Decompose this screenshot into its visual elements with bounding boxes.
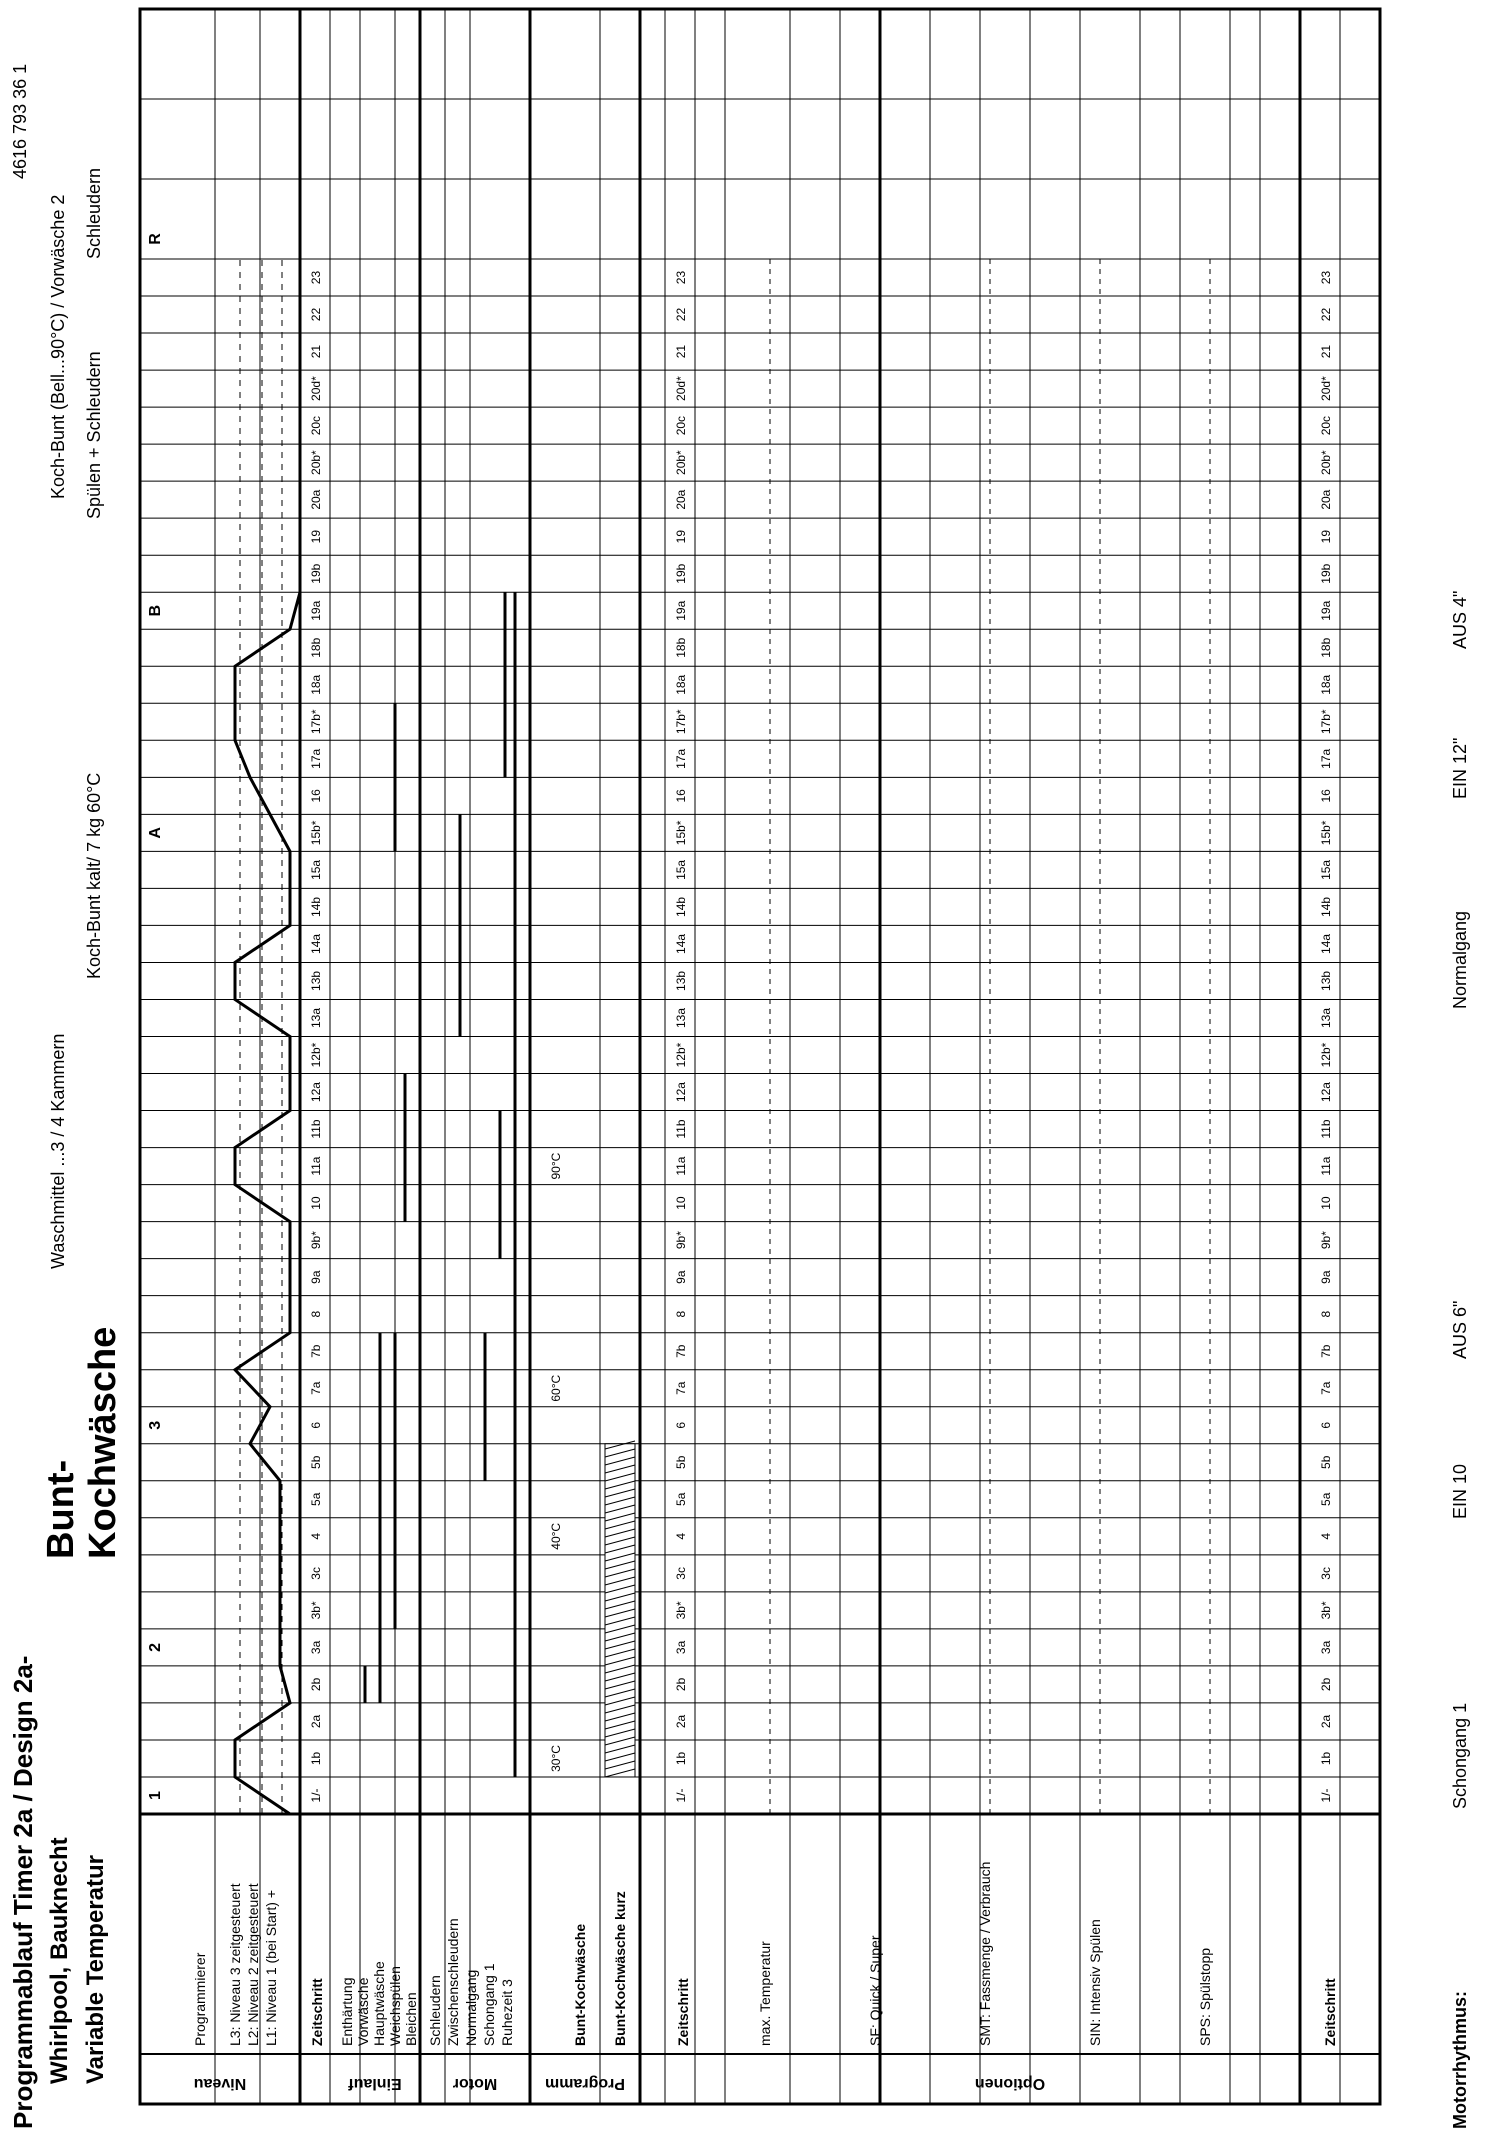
step-label-18: 11a	[674, 1156, 688, 1176]
step-label-33: 19a	[309, 600, 323, 621]
step-label-13: 7b	[309, 1344, 323, 1358]
row-label-bunt-kurz: Bunt-Kochwäsche kurz	[612, 1891, 628, 2046]
step-label-16: 9b*	[309, 1231, 323, 1250]
step-label-23: 13b	[309, 970, 323, 991]
brand-line: Whirlpool, Bauknecht	[46, 1837, 73, 2084]
step-label-26: 15a	[309, 859, 323, 880]
row-label-option-1: max. Temperatur	[757, 1941, 773, 2046]
step-label-8: 4	[1319, 1532, 1333, 1540]
step-label-18: 11a	[309, 1156, 323, 1176]
step-label-36: 20a	[1319, 489, 1333, 510]
step-label-22: 13a	[1319, 1007, 1333, 1029]
step-label-41: 22	[674, 307, 688, 322]
step-label-27: 15b*	[674, 820, 688, 846]
step-label-6: 3b*	[674, 1601, 688, 1620]
temp-cell-1: 30°C	[549, 1745, 563, 1772]
step-label-31: 18a	[674, 674, 688, 695]
step-label-34: 19b	[674, 563, 688, 584]
step-label-4: 2b	[309, 1677, 323, 1692]
footer-item-3: AUS 6"	[1450, 1300, 1470, 1359]
step-label-40: 21	[309, 344, 323, 359]
footer-item-2: EIN 10	[1450, 1463, 1470, 1519]
step-label-41: 22	[1319, 307, 1333, 322]
step-label-10: 5b	[309, 1455, 323, 1469]
footer-label: Motorrhythmus:	[1450, 1991, 1470, 2129]
row-label-zeitschritt: Zeitschritt	[309, 1978, 325, 2046]
step-label-22: 13a	[674, 1007, 688, 1029]
step-label-39: 20d*	[1319, 376, 1333, 401]
step-label-14: 8	[1319, 1310, 1333, 1318]
step-label-16: 9b*	[674, 1231, 688, 1250]
step-label-15: 9a	[1319, 1270, 1333, 1284]
footer-item-1: Schongang 1	[1450, 1702, 1470, 1809]
step-label-8: 4	[309, 1532, 323, 1540]
step-label-38: 20c	[309, 415, 323, 436]
step-label-5: 3a	[674, 1640, 688, 1655]
programmer-mark-3: 3	[147, 1420, 164, 1430]
step-label-32: 18b	[674, 637, 688, 658]
group-label-niveau: Niveau	[193, 2075, 247, 2092]
step-label-25: 14b	[1319, 896, 1333, 917]
step-label-26: 15a	[674, 859, 688, 880]
programmer-mark-1: 1	[147, 1791, 164, 1800]
legend-b: Koch-Bunt kalt/ 7 kg 60°C	[84, 772, 104, 979]
row-label-motor-5: Ruhezeit 3	[499, 1979, 515, 2046]
step-label-2: 1b	[309, 1751, 323, 1766]
group-label-motor: Motor	[452, 2075, 498, 2092]
step-label-42: 23	[309, 270, 323, 285]
step-label-37: 20b*	[674, 450, 688, 475]
step-label-20: 12a	[1319, 1082, 1333, 1103]
row-label-motor-3: Normalgang	[463, 1969, 479, 2046]
step-label-40: 21	[1319, 344, 1333, 359]
group-label-programm: Programm	[544, 2075, 626, 2092]
row-label-einlauf-4: Weichspülen	[387, 1966, 403, 2046]
step-label-33: 19a	[1319, 600, 1333, 621]
step-label-14: 8	[674, 1310, 688, 1318]
temp-cell-3: 60°C	[549, 1374, 563, 1402]
step-label-17: 10	[309, 1196, 323, 1210]
footer-item-5: EIN 12"	[1450, 737, 1470, 799]
row-label-option-2: SF: Quick / Super	[867, 1935, 883, 2046]
step-label-37: 20b*	[309, 450, 323, 475]
step-label-10: 5b	[674, 1455, 688, 1469]
step-label-23: 13b	[674, 970, 688, 991]
row-label-niveau-3: L1: Niveau 1 (bei Start) +	[263, 1889, 279, 2046]
step-label-12: 7a	[674, 1381, 688, 1395]
step-label-27: 15b*	[1319, 820, 1333, 846]
row-label-motor-2: Zwischenschleudern	[445, 1918, 461, 2046]
programmer-mark-2: 2	[147, 1642, 164, 1652]
step-label-11: 6	[1319, 1421, 1333, 1429]
sheet-title: Programmablauf Timer 2a / Design 2a-	[8, 1655, 38, 2129]
step-label-21: 12b*	[674, 1042, 688, 1068]
program-name-2: Kochwäsche	[82, 1326, 124, 1559]
temp-cell-4: 90°C	[549, 1152, 563, 1180]
row-label-option-5: SPS: Spülstopp	[1197, 1947, 1213, 2046]
step-label-36: 20a	[309, 489, 323, 510]
step-label-35: 19	[674, 529, 688, 544]
step-label-25: 14b	[674, 896, 688, 917]
step-label-18: 11a	[1319, 1156, 1333, 1176]
step-label-31: 18a	[1319, 674, 1333, 695]
group-label-optionen: Optionen	[974, 2075, 1046, 2092]
row-label-zeitschritt-3: Zeitschritt	[1322, 1978, 1338, 2046]
row-label-option-3: SMT: Fassmenge / Verbrauch	[977, 1861, 993, 2046]
step-label-13: 7b	[1319, 1344, 1333, 1358]
step-label-9: 5a	[1319, 1492, 1333, 1506]
step-label-17: 10	[1319, 1196, 1333, 1210]
step-label-6: 3b*	[309, 1601, 323, 1620]
step-label-24: 14a	[1319, 933, 1333, 954]
step-label-3: 2a	[309, 1714, 323, 1729]
step-label-39: 20d*	[309, 376, 323, 401]
variant-line: Variable Temperatur	[82, 1855, 109, 2084]
programmer-mark-b: B	[147, 604, 164, 617]
step-label-40: 21	[674, 344, 688, 359]
step-label-32: 18b	[309, 637, 323, 658]
waschmittel-note: Waschmittel ...3 / 4 Kammern	[48, 1033, 68, 1269]
step-label-24: 14a	[674, 933, 688, 954]
footer-item-4: Normalgang	[1450, 910, 1470, 1009]
program-name-1: Bunt-	[40, 1459, 82, 1559]
step-label-8: 4	[674, 1532, 688, 1540]
step-label-16: 9b*	[1319, 1231, 1333, 1250]
step-label-19: 11b	[1319, 1119, 1333, 1139]
step-label-11: 6	[674, 1421, 688, 1429]
step-label-36: 20a	[674, 489, 688, 510]
step-label-22: 13a	[309, 1007, 323, 1029]
step-label-2: 1b	[674, 1751, 688, 1766]
step-label-15: 9a	[674, 1270, 688, 1284]
temp-cell-2: 40°C	[549, 1522, 563, 1550]
step-label-20: 12a	[674, 1082, 688, 1103]
step-label-5: 3a	[1319, 1640, 1333, 1655]
row-label-motor-4: Schongang 1	[481, 1963, 497, 2046]
step-label-4: 2b	[1319, 1677, 1333, 1692]
step-label-9: 5a	[674, 1492, 688, 1506]
step-label-21: 12b*	[309, 1042, 323, 1068]
step-label-28: 16	[674, 789, 688, 803]
row-label-einlauf-3: Hauptwäsche	[371, 1961, 387, 2046]
row-label-bunt: Bunt-Kochwäsche	[572, 1923, 588, 2046]
step-label-7: 3c	[1319, 1567, 1333, 1580]
legend-d: Spülen + Schleudern	[84, 351, 104, 519]
row-label-einlauf-5: Bleichen	[403, 1992, 419, 2046]
row-label-motor-1: Schleudern	[427, 1975, 443, 2046]
step-label-42: 23	[674, 270, 688, 285]
step-label-19: 11b	[309, 1119, 323, 1139]
step-label-13: 7b	[674, 1344, 688, 1358]
row-label-niveau-1: L3: Niveau 3 zeitgesteuert	[227, 1883, 243, 2046]
step-label-15: 9a	[309, 1270, 323, 1284]
footer-item-6: AUS 4"	[1450, 590, 1470, 649]
step-label-38: 20c	[1319, 415, 1333, 436]
step-label-3: 2a	[1319, 1714, 1333, 1729]
step-label-34: 19b	[309, 563, 323, 584]
step-label-39: 20d*	[674, 376, 688, 401]
row-label-option-4: SIN: Intensiv Spülen	[1087, 1919, 1103, 2046]
step-label-6: 3b*	[1319, 1601, 1333, 1620]
step-label-1: 1/-	[309, 1788, 323, 1803]
niveau-line	[235, 592, 300, 1814]
step-label-24: 14a	[309, 933, 323, 954]
step-label-19: 11b	[674, 1119, 688, 1139]
step-label-26: 15a	[1319, 859, 1333, 880]
doc-code: 4616 793 36 1	[10, 63, 30, 179]
step-label-23: 13b	[1319, 970, 1333, 991]
step-label-1: 1/-	[1319, 1788, 1333, 1803]
step-label-25: 14b	[309, 896, 323, 917]
row-label-zeitschritt-2: Zeitschritt	[675, 1978, 691, 2046]
step-label-12: 7a	[1319, 1381, 1333, 1395]
step-label-30: 17b*	[309, 709, 323, 735]
step-label-11: 6	[309, 1421, 323, 1429]
group-label-einlauf: Einlauf	[348, 2075, 402, 2092]
step-label-28: 16	[1319, 789, 1333, 803]
row-label-niveau-2: L2: Niveau 2 zeitgesteuert	[245, 1883, 261, 2046]
step-label-27: 15b*	[309, 820, 323, 846]
row-label-einlauf-2: Vorwäsche	[355, 1977, 371, 2046]
step-label-9: 5a	[309, 1492, 323, 1506]
step-label-10: 5b	[1319, 1455, 1333, 1469]
step-label-34: 19b	[1319, 563, 1333, 584]
step-label-32: 18b	[1319, 637, 1333, 658]
step-label-41: 22	[309, 307, 323, 322]
step-label-14: 8	[309, 1310, 323, 1318]
step-label-12: 7a	[309, 1381, 323, 1395]
legend-f: Schleudern	[84, 167, 104, 259]
step-label-38: 20c	[674, 415, 688, 436]
step-label-17: 10	[674, 1196, 688, 1210]
row-label-einlauf-1: Enthärtung	[339, 1977, 355, 2046]
table-frame	[140, 9, 1380, 2104]
step-label-29: 17a	[674, 748, 688, 769]
step-label-4: 2b	[674, 1677, 688, 1692]
step-label-29: 17a	[309, 748, 323, 769]
step-label-29: 17a	[1319, 748, 1333, 769]
step-label-35: 19	[309, 529, 323, 544]
step-label-7: 3c	[674, 1567, 688, 1580]
step-label-5: 3a	[309, 1640, 323, 1655]
step-label-35: 19	[1319, 529, 1333, 544]
step-label-20: 12a	[309, 1082, 323, 1103]
step-label-33: 19a	[674, 600, 688, 621]
step-label-7: 3c	[309, 1567, 323, 1580]
programmer-mark-r: R	[147, 233, 164, 245]
step-label-30: 17b*	[674, 709, 688, 735]
step-label-37: 20b*	[1319, 450, 1333, 475]
row-label-programmierer: Programmierer	[192, 1952, 208, 2046]
step-label-3: 2a	[674, 1714, 688, 1729]
programmer-mark-a: A	[147, 827, 164, 839]
step-label-2: 1b	[1319, 1751, 1333, 1766]
step-label-31: 18a	[309, 674, 323, 695]
step-label-42: 23	[1319, 270, 1333, 285]
step-label-21: 12b*	[1319, 1042, 1333, 1068]
step-label-1: 1/-	[674, 1788, 688, 1803]
step-label-30: 17b*	[1319, 709, 1333, 735]
legend-a: Koch-Bunt (Bell...90°C) / Vorwäsche 2	[48, 194, 68, 499]
step-label-28: 16	[309, 789, 323, 803]
